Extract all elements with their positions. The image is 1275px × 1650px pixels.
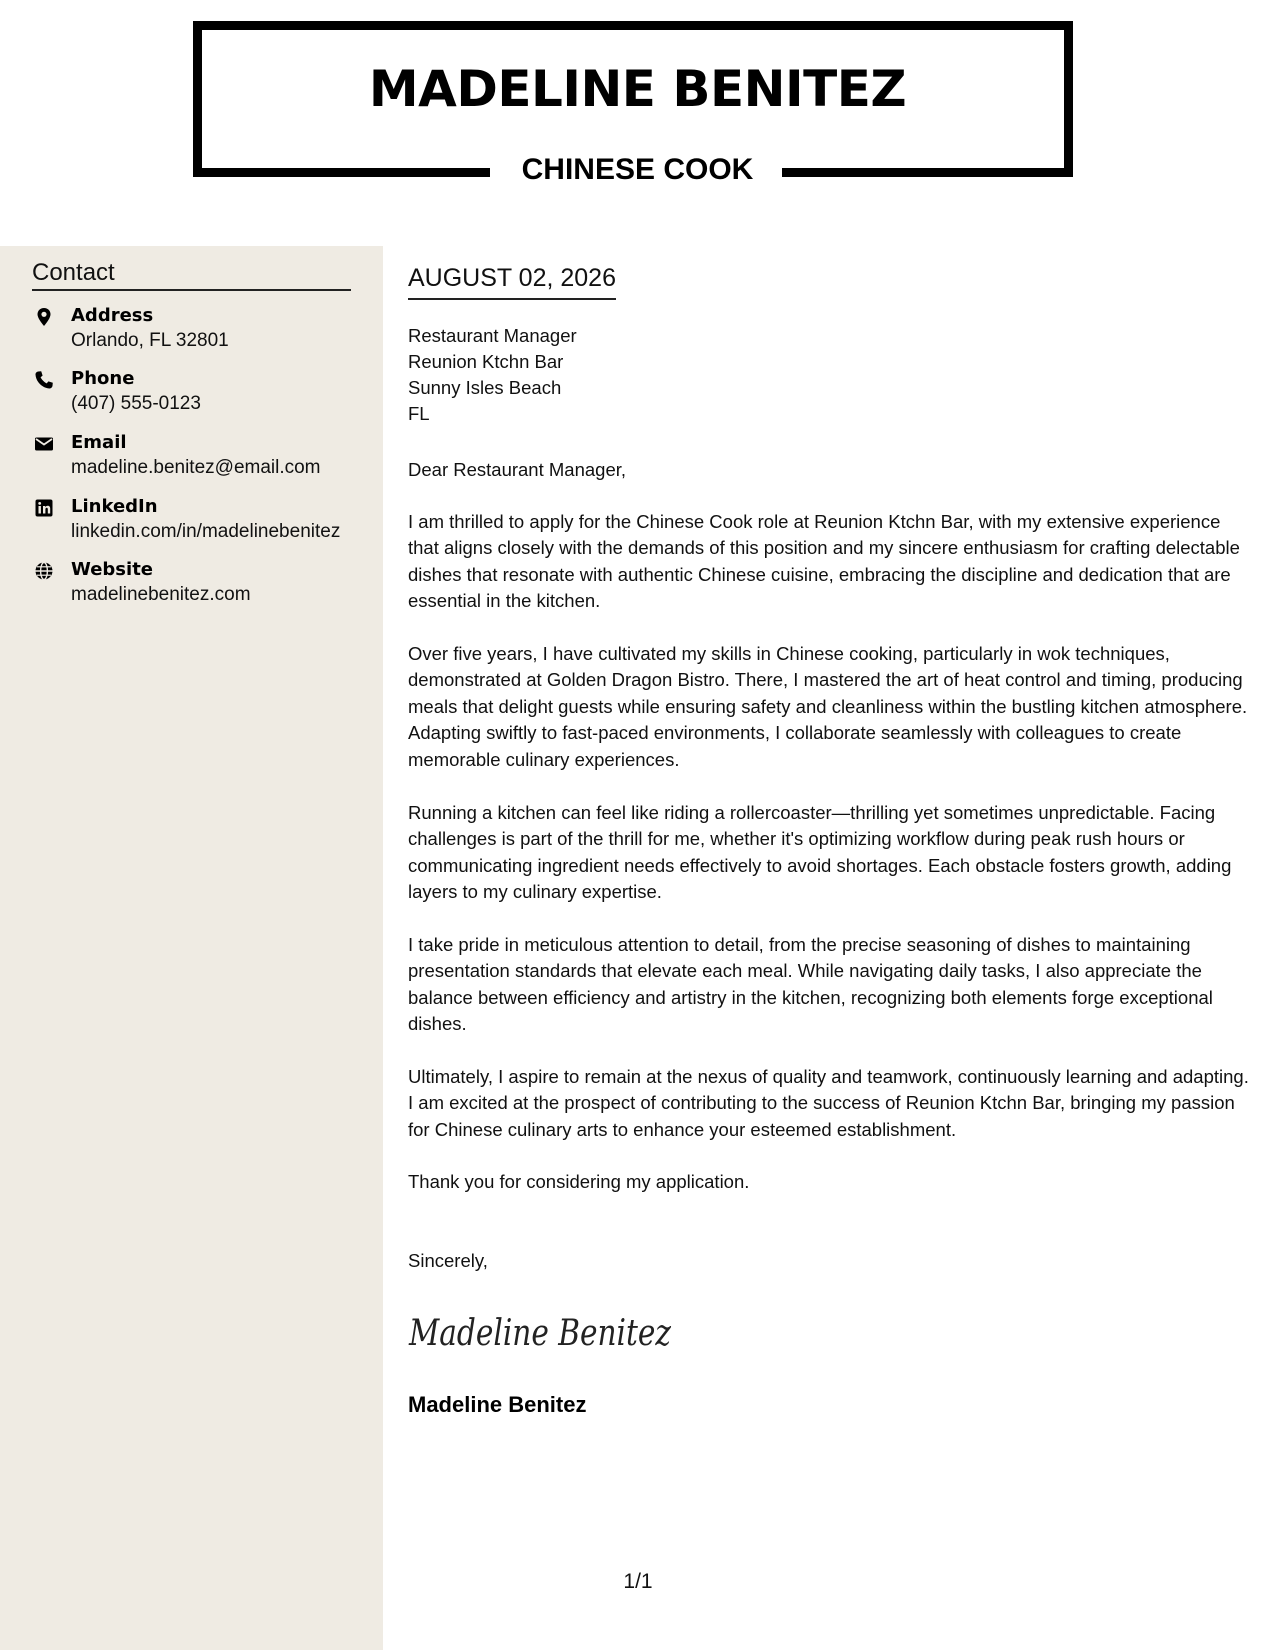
body-paragraph: Running a kitchen can feel like riding a rollercoaster—thrilling yet sometimes unpredictable. Facing challenges is part of the thrill for me, whether it's optimizing workflow during peak rush hours or communicating ingredient needs effectively to avoid shortages. Each obstacle fosters growth, adding layers to my culinary expertise. (408, 802, 1232, 903)
job-title: CHINESE COOK (521, 153, 754, 186)
contact-value: Orlando, FL 32801 (71, 330, 229, 351)
applicant-name: MADELINE BENITEZ (368, 60, 907, 118)
body-paragraph: Thank you for considering my application. (408, 1171, 750, 1192)
recipient-line: Sunny Isles Beach (408, 377, 562, 398)
contact-label: Address (71, 305, 154, 326)
recipient-line: FL (408, 403, 430, 424)
globe-icon (34, 561, 54, 581)
body-paragraph: I am thrilled to apply for the Chinese Cook role at Reunion Ktchn Bar, with my extensive experience that aligns closely with the demands of this position and my sincere enthusiasm for crafting delectable dishes that resonate with authentic Chinese cuisine, embracing the discipline and dedication that are essential in the kitchen. (408, 511, 1240, 612)
contact-label: Website (71, 559, 154, 580)
handwritten-signature (407, 1303, 673, 1359)
letter-date: AUGUST 02, 2026 (408, 264, 616, 300)
recipient-line: Reunion Ktchn Bar (408, 351, 564, 372)
contact-label: Phone (71, 368, 135, 389)
contact-label: Email (71, 432, 127, 453)
contact-label: LinkedIn (71, 496, 158, 517)
phone-icon (34, 370, 54, 390)
closing: Sincerely, (408, 1250, 488, 1271)
contact-value: madelinebenitez.com (71, 584, 251, 605)
body-paragraph: Over five years, I have cultivated my skills in Chinese cooking, particularly in wok techniques, demonstrated at Golden Dragon Bistro. There, I mastered the art of heat control and timing, producing meals that delight guests while ensuring safety and cleanliness within the bustling kitchen atmosphere. Adapting swiftly to fast-paced environments, I collaborate seamlessly with colleagues to create memorable culinary experiences. (408, 643, 1248, 770)
body-paragraph: I take pride in meticulous attention to detail, from the precise seasoning of dishes to maintaining presentation standards that elevate each meal. While navigating daily tasks, I also appreciate the balance between efficiency and artistry in the kitchen, recognizing both elements forge exceptional dishes. (408, 934, 1213, 1035)
map-pin-icon (34, 307, 54, 327)
contact-heading: Contact (32, 259, 351, 291)
linkedin-icon (34, 498, 54, 518)
body-paragraph: Ultimately, I aspire to remain at the nexus of quality and teamwork, continuously learning and adapting. I am excited at the prospect of contributing to the success of Reunion Ktchn Bar, bringing my passion for Chinese culinary arts to enhance your esteemed establishment. (408, 1066, 1249, 1140)
recipient-block (408, 323, 577, 427)
contact-value: (407) 555-0123 (71, 393, 201, 414)
contact-value: madeline.benitez@email.com (71, 457, 321, 478)
envelope-icon (34, 434, 54, 454)
signature-text: Madeline Benitez (408, 1313, 672, 1354)
contact-value: linkedin.com/in/madelinebenitez (71, 521, 341, 542)
recipient-line: Restaurant Manager (408, 325, 577, 346)
salutation: Dear Restaurant Manager, (408, 459, 627, 480)
signer-name: Madeline Benitez (408, 1392, 587, 1417)
page-number: 1/1 (623, 1570, 653, 1593)
